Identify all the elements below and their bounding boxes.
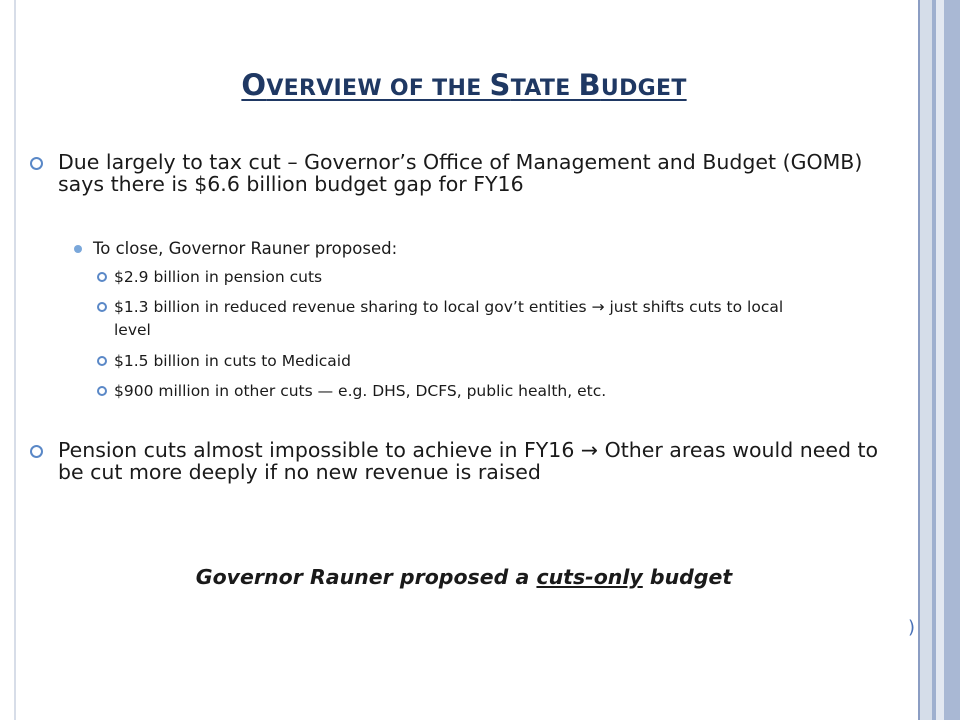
decor-stripe (936, 0, 944, 720)
bullet-ring-icon (30, 157, 43, 170)
closing-text: Governor Rauner proposed a (195, 565, 537, 589)
bullet-text: $900 million in other cuts — e.g. DHS, DCFS, public health, etc. (114, 382, 607, 400)
bullet-text: $1.3 billion in reduced revenue sharing to local gov’t entities → just shifts cuts to local level (114, 298, 784, 339)
closing-statement (0, 565, 928, 589)
title-initial: S (489, 68, 511, 102)
slide-title (0, 68, 928, 102)
closing-text: budget (642, 565, 733, 589)
bullet-text: To close, Governor Rauner proposed: (93, 239, 398, 258)
bullet-text: $2.9 billion in pension cuts (114, 268, 323, 286)
title-word: VERVIEW OF THE (266, 76, 490, 101)
decor-stripe (944, 0, 960, 720)
closing-emphasis: cuts-only (536, 565, 643, 589)
left-border (0, 0, 16, 720)
bullet-text: Due largely to tax cut – Governor’s Office of Management and Budget (GOMB) says there is $6.6 billion budget gap for FY16 (58, 150, 863, 196)
decor-stripe (920, 0, 932, 720)
bullet-ring-icon (30, 445, 43, 458)
title-word: UDGET (600, 76, 687, 101)
bullet-ring-icon (97, 272, 107, 282)
bullet-text: $1.5 billion in cuts to Medicaid (114, 352, 351, 370)
stray-mark: ) (908, 617, 916, 638)
bullet-dot-icon (74, 245, 82, 253)
bullet-ring-icon (97, 386, 107, 396)
bullet-ring-icon (97, 356, 107, 366)
bullet-ring-icon (97, 302, 107, 312)
title-word: TATE (510, 76, 579, 101)
title-initial: B (578, 68, 601, 102)
title-initial: O (241, 68, 267, 102)
bullet-text: Pension cuts almost impossible to achieve in FY16 → Other areas would need to be cut more deeply if no new revenue is raised (58, 438, 879, 484)
